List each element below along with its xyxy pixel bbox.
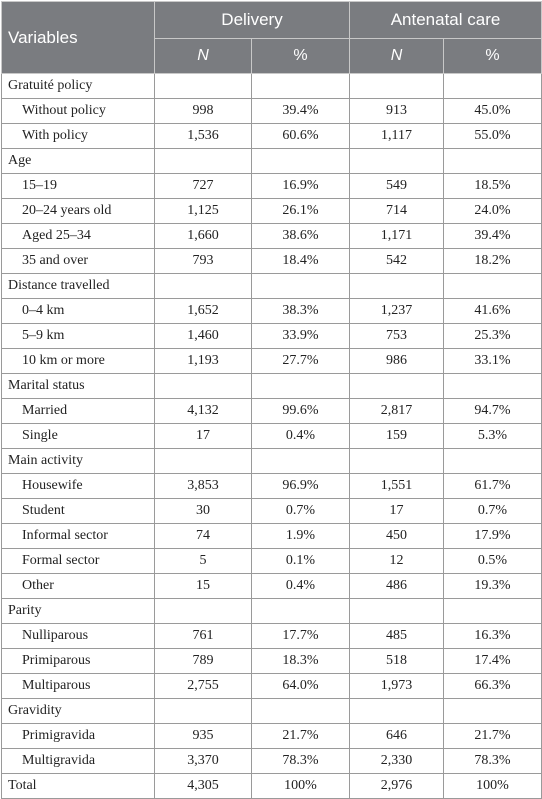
antenatal-n-cell: 913 [350, 99, 444, 124]
antenatal-pct-cell: 94.7% [444, 399, 542, 424]
row-label: Married [2, 399, 155, 424]
row-label: 10 km or more [2, 349, 155, 374]
header-row-groups [2, 2, 542, 39]
empty-cell [444, 374, 542, 399]
row-label: 20–24 years old [2, 199, 155, 224]
empty-cell [252, 449, 350, 474]
section-label: Parity [2, 599, 155, 624]
delivery-n-cell: 3,853 [155, 474, 252, 499]
delivery-n-cell: 761 [155, 624, 252, 649]
antenatal-pct-cell: 78.3% [444, 749, 542, 774]
delivery-pct-cell: 0.4% [252, 424, 350, 449]
empty-cell [252, 74, 350, 99]
delivery-n-cell: 5 [155, 549, 252, 574]
table-header [2, 2, 542, 74]
empty-cell [252, 274, 350, 299]
table-row [2, 499, 542, 524]
antenatal-n-cell: 1,973 [350, 674, 444, 699]
row-label: 5–9 km [2, 324, 155, 349]
empty-cell [252, 699, 350, 724]
antenatal-pct-cell: 25.3% [444, 324, 542, 349]
row-label: 35 and over [2, 249, 155, 274]
delivery-pct-cell: 38.3% [252, 299, 350, 324]
section-row [2, 274, 542, 299]
delivery-n-cell: 1,125 [155, 199, 252, 224]
delivery-n-cell: 1,460 [155, 324, 252, 349]
antenatal-n-cell: 2,330 [350, 749, 444, 774]
section-row [2, 149, 542, 174]
antenatal-pct-cell: 61.7% [444, 474, 542, 499]
delivery-n-cell: 1,660 [155, 224, 252, 249]
antenatal-n-cell: 485 [350, 624, 444, 649]
table-row [2, 199, 542, 224]
antenatal-n-cell: 12 [350, 549, 444, 574]
table-row [2, 249, 542, 274]
delivery-n-cell: 15 [155, 574, 252, 599]
row-label: Aged 25–34 [2, 224, 155, 249]
empty-cell [350, 374, 444, 399]
delivery-n-cell: 998 [155, 99, 252, 124]
delivery-pct-cell: 16.9% [252, 174, 350, 199]
table-row [2, 299, 542, 324]
delivery-pct-cell: 21.7% [252, 724, 350, 749]
antenatal-n-cell: 646 [350, 724, 444, 749]
empty-cell [444, 149, 542, 174]
section-label: Gravidity [2, 699, 155, 724]
delivery-pct-cell: 60.6% [252, 124, 350, 149]
row-label: Multiparous [2, 674, 155, 699]
empty-cell [155, 149, 252, 174]
delivery-pct-cell: 39.4% [252, 99, 350, 124]
section-row [2, 374, 542, 399]
antenatal-n-cell: 542 [350, 249, 444, 274]
delivery-n-cell: 2,755 [155, 674, 252, 699]
delivery-n-cell: 1,652 [155, 299, 252, 324]
table-row [2, 174, 542, 199]
row-label: Total [2, 774, 155, 799]
antenatal-n-cell: 159 [350, 424, 444, 449]
empty-cell [350, 599, 444, 624]
row-label: Informal sector [2, 524, 155, 549]
delivery-n-cell: 74 [155, 524, 252, 549]
antenatal-n-cell: 486 [350, 574, 444, 599]
delivery-n-cell: 4,132 [155, 399, 252, 424]
table-row [2, 399, 542, 424]
header-antenatal-pct: % [444, 39, 542, 74]
delivery-n-cell: 1,536 [155, 124, 252, 149]
antenatal-n-cell: 1,551 [350, 474, 444, 499]
antenatal-pct-cell: 19.3% [444, 574, 542, 599]
section-row [2, 599, 542, 624]
antenatal-n-cell: 1,237 [350, 299, 444, 324]
row-label: Student [2, 499, 155, 524]
delivery-n-cell: 4,305 [155, 774, 252, 799]
table-body [2, 74, 542, 799]
antenatal-n-cell: 753 [350, 324, 444, 349]
table-row [2, 324, 542, 349]
empty-cell [252, 374, 350, 399]
row-label: Nulliparous [2, 624, 155, 649]
antenatal-n-cell: 714 [350, 199, 444, 224]
header-variables: Variables [2, 2, 155, 74]
empty-cell [350, 149, 444, 174]
antenatal-pct-cell: 24.0% [444, 199, 542, 224]
antenatal-pct-cell: 45.0% [444, 99, 542, 124]
antenatal-pct-cell: 39.4% [444, 224, 542, 249]
section-label: Marital status [2, 374, 155, 399]
delivery-pct-cell: 0.7% [252, 499, 350, 524]
table-row [2, 724, 542, 749]
empty-cell [155, 449, 252, 474]
table-row [2, 749, 542, 774]
antenatal-pct-cell: 18.5% [444, 174, 542, 199]
antenatal-n-cell: 17 [350, 499, 444, 524]
header-antenatal-n: N [350, 39, 444, 74]
antenatal-pct-cell: 100% [444, 774, 542, 799]
antenatal-pct-cell: 5.3% [444, 424, 542, 449]
data-table [1, 1, 542, 799]
delivery-n-cell: 17 [155, 424, 252, 449]
antenatal-pct-cell: 16.3% [444, 624, 542, 649]
table-row [2, 524, 542, 549]
antenatal-n-cell: 2,976 [350, 774, 444, 799]
section-label: Main activity [2, 449, 155, 474]
section-row [2, 449, 542, 474]
row-label: 15–19 [2, 174, 155, 199]
delivery-pct-cell: 0.4% [252, 574, 350, 599]
row-label: Other [2, 574, 155, 599]
antenatal-n-cell: 549 [350, 174, 444, 199]
empty-cell [350, 274, 444, 299]
antenatal-pct-cell: 18.2% [444, 249, 542, 274]
table-row [2, 549, 542, 574]
row-label: With policy [2, 124, 155, 149]
antenatal-pct-cell: 21.7% [444, 724, 542, 749]
header-delivery-pct: % [252, 39, 350, 74]
empty-cell [444, 274, 542, 299]
table-row [2, 124, 542, 149]
antenatal-pct-cell: 0.5% [444, 549, 542, 574]
delivery-pct-cell: 33.9% [252, 324, 350, 349]
delivery-pct-cell: 64.0% [252, 674, 350, 699]
row-label: Single [2, 424, 155, 449]
empty-cell [350, 74, 444, 99]
empty-cell [444, 699, 542, 724]
empty-cell [444, 449, 542, 474]
table-row [2, 649, 542, 674]
section-row [2, 699, 542, 724]
antenatal-n-cell: 986 [350, 349, 444, 374]
antenatal-pct-cell: 0.7% [444, 499, 542, 524]
empty-cell [350, 699, 444, 724]
delivery-pct-cell: 27.7% [252, 349, 350, 374]
section-row [2, 74, 542, 99]
empty-cell [155, 274, 252, 299]
antenatal-pct-cell: 17.9% [444, 524, 542, 549]
antenatal-pct-cell: 33.1% [444, 349, 542, 374]
header-delivery-n: N [155, 39, 252, 74]
header-antenatal-care: Antenatal care [350, 2, 542, 39]
antenatal-pct-cell: 17.4% [444, 649, 542, 674]
delivery-n-cell: 793 [155, 249, 252, 274]
table-row [2, 674, 542, 699]
antenatal-pct-cell: 41.6% [444, 299, 542, 324]
delivery-n-cell: 3,370 [155, 749, 252, 774]
delivery-pct-cell: 17.7% [252, 624, 350, 649]
empty-cell [252, 599, 350, 624]
table-row [2, 99, 542, 124]
delivery-pct-cell: 96.9% [252, 474, 350, 499]
row-label: Housewife [2, 474, 155, 499]
delivery-pct-cell: 78.3% [252, 749, 350, 774]
delivery-pct-cell: 1.9% [252, 524, 350, 549]
delivery-pct-cell: 18.4% [252, 249, 350, 274]
row-label: 0–4 km [2, 299, 155, 324]
section-label: Gratuité policy [2, 74, 155, 99]
delivery-n-cell: 935 [155, 724, 252, 749]
section-label: Distance travelled [2, 274, 155, 299]
delivery-pct-cell: 18.3% [252, 649, 350, 674]
antenatal-n-cell: 2,817 [350, 399, 444, 424]
empty-cell [252, 149, 350, 174]
delivery-n-cell: 727 [155, 174, 252, 199]
empty-cell [444, 74, 542, 99]
table-row [2, 624, 542, 649]
table-row [2, 224, 542, 249]
row-label: Primiparous [2, 649, 155, 674]
empty-cell [155, 374, 252, 399]
table-row [2, 474, 542, 499]
table-row [2, 424, 542, 449]
delivery-n-cell: 789 [155, 649, 252, 674]
delivery-pct-cell: 99.6% [252, 399, 350, 424]
delivery-pct-cell: 100% [252, 774, 350, 799]
empty-cell [155, 699, 252, 724]
delivery-n-cell: 30 [155, 499, 252, 524]
empty-cell [155, 599, 252, 624]
antenatal-n-cell: 1,171 [350, 224, 444, 249]
row-label: Primigravida [2, 724, 155, 749]
empty-cell [155, 74, 252, 99]
empty-cell [444, 599, 542, 624]
delivery-pct-cell: 38.6% [252, 224, 350, 249]
table-row [2, 574, 542, 599]
antenatal-n-cell: 450 [350, 524, 444, 549]
table-row [2, 349, 542, 374]
delivery-pct-cell: 26.1% [252, 199, 350, 224]
row-label: Formal sector [2, 549, 155, 574]
antenatal-pct-cell: 66.3% [444, 674, 542, 699]
delivery-n-cell: 1,193 [155, 349, 252, 374]
antenatal-n-cell: 1,117 [350, 124, 444, 149]
section-label: Age [2, 149, 155, 174]
total-row [2, 774, 542, 799]
antenatal-pct-cell: 55.0% [444, 124, 542, 149]
antenatal-n-cell: 518 [350, 649, 444, 674]
row-label: Without policy [2, 99, 155, 124]
header-delivery: Delivery [155, 2, 350, 39]
row-label: Multigravida [2, 749, 155, 774]
delivery-pct-cell: 0.1% [252, 549, 350, 574]
empty-cell [350, 449, 444, 474]
